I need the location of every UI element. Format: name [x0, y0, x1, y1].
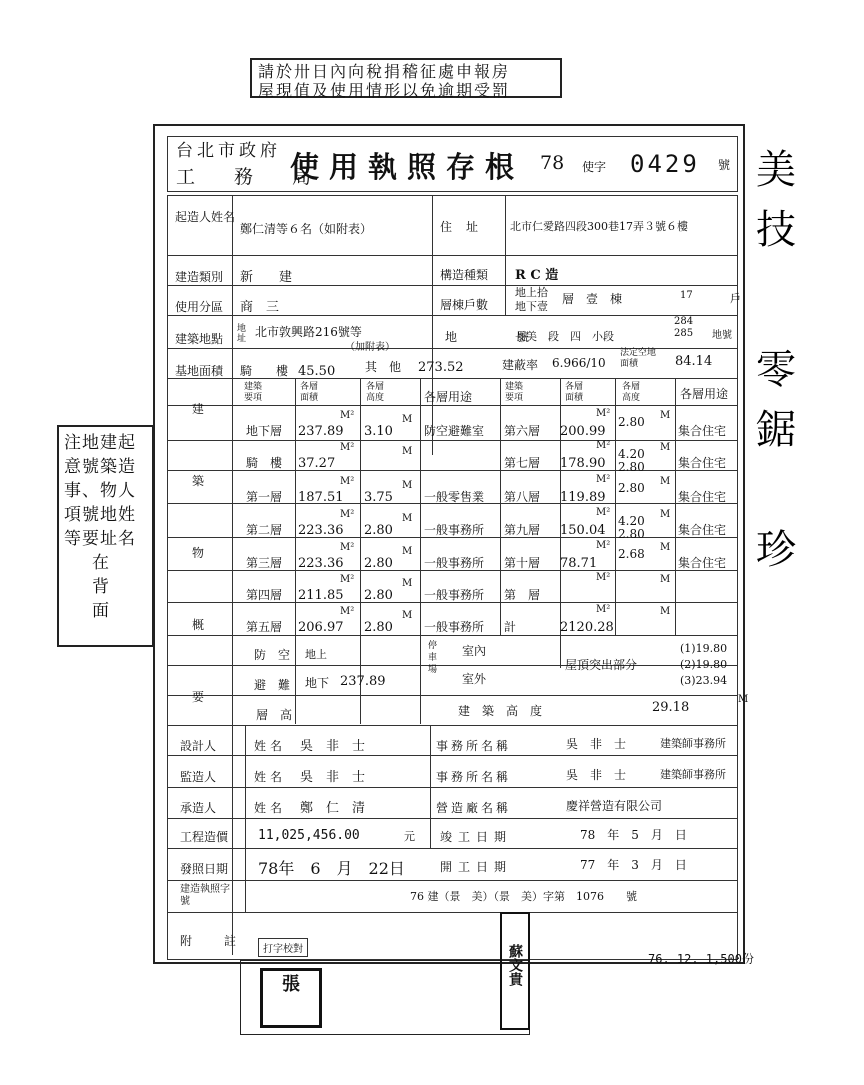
hdr-height-left: 各層高度: [366, 382, 385, 403]
coverage-value: 6.966/10: [552, 356, 606, 370]
column-divider: [295, 378, 296, 724]
permit-year: 78: [540, 152, 565, 174]
row-divider: [167, 755, 738, 756]
unit-m2: M²: [596, 540, 611, 551]
unit-m2: M²: [340, 442, 355, 453]
unit-m: M: [402, 480, 413, 491]
coverage-label: 建蔽率: [502, 358, 539, 372]
office-name: 吳 非 士: [566, 737, 627, 751]
unit-m: M: [660, 410, 671, 421]
officer-seal: 蘇文貴: [500, 912, 530, 1030]
floor-use-left: 一般零售業: [424, 490, 485, 504]
start-label: 開工日期: [440, 860, 513, 874]
floor-name-right: 第九層: [504, 523, 541, 537]
floor-area-right: 78.71: [560, 556, 598, 571]
floor-name-left: 第五層: [246, 620, 283, 634]
column-divider: [232, 195, 233, 955]
floor-height-left: 3.10: [364, 424, 393, 439]
unit-m2: M²: [596, 474, 611, 485]
unit-m2: M²: [596, 572, 611, 583]
site-prefix: 地址: [237, 324, 247, 344]
agency-name: 台北市政府: [176, 141, 281, 161]
remarks-label: 附 註: [180, 934, 247, 948]
floor-use-right: 集合住宅: [678, 556, 727, 570]
floor-name-left: 第三層: [246, 556, 283, 570]
legal-label: 法定空地面積: [620, 348, 657, 369]
building-height-unit: M: [738, 694, 749, 705]
role-label: 監造人: [180, 770, 217, 784]
official-seal: 張: [260, 968, 322, 1028]
permit-number: 0429: [630, 150, 700, 178]
hdr-name-right: 建築要項: [505, 382, 524, 403]
structure-value: R C 造: [515, 268, 559, 283]
unit-m2: M²: [340, 509, 355, 520]
notice-stamp: [250, 58, 562, 98]
unit-m: M: [402, 513, 413, 524]
site-note: （加附表）: [345, 342, 395, 353]
column-divider: [432, 195, 433, 455]
hdr-area-right: 各層面積: [565, 382, 584, 403]
shelter-below-value: 237.89: [340, 674, 386, 689]
floor-use-left: 防空避難室: [424, 424, 485, 438]
row-divider: [167, 635, 738, 636]
column-divider: [420, 378, 421, 724]
floor-height-left: 2.80: [364, 523, 393, 538]
office-name: 慶祥營造有限公司: [566, 799, 663, 813]
typist-label: 打字校對: [258, 938, 308, 957]
layer-height-label: 層 高: [256, 708, 293, 722]
arcade-label: 騎 樓: [240, 364, 289, 378]
office-suffix: 建築師事務所: [660, 768, 726, 781]
complete-label: 竣工日期: [440, 830, 513, 844]
unit-m: M: [402, 446, 413, 457]
side-note: 注地建起 意號築造 事、物人 項號地姓 等要址名 在 背 面: [57, 425, 154, 647]
unit-m: M: [660, 574, 671, 585]
floor-name-left: 騎 樓: [246, 456, 283, 470]
unit-m2: M²: [596, 408, 611, 419]
hdr-name-left: 建築要項: [244, 382, 263, 403]
parking-outdoor: 室外: [462, 672, 487, 686]
unit-m: M: [402, 546, 413, 557]
unit-m: M: [660, 542, 671, 553]
floor-area-left: 237.89: [298, 424, 344, 439]
shelter-label-1: 防 空: [254, 648, 291, 662]
floor-name-right: 計: [504, 620, 517, 634]
floor-name-right: 第八層: [504, 490, 541, 504]
issue-label: 發照日期: [180, 862, 229, 876]
row-divider: [167, 255, 738, 256]
floor-height-left: 2.80: [364, 588, 393, 603]
floor-use-left: 一般事務所: [424, 523, 485, 537]
office-label: 事務所名稱: [436, 739, 512, 753]
floor-name-left: 地下層: [246, 424, 283, 438]
name-label: 姓名: [254, 739, 287, 753]
floors-down: 地下壹: [515, 300, 548, 313]
floor-height-right: 4.20 2.80: [618, 447, 645, 474]
floor-use-right: 集合住宅: [678, 490, 727, 504]
column-divider: [500, 378, 501, 635]
floor-name-left: 第四層: [246, 588, 283, 602]
households-unit: 戶: [730, 292, 741, 305]
start-value: 77 年 3 月 日: [580, 858, 687, 872]
person-name: 吳 非 士: [300, 739, 366, 754]
floor-height-right: 2.68: [618, 547, 645, 561]
lot-suffix: 地號: [712, 330, 732, 341]
shelter-label-2: 避 難: [254, 678, 291, 692]
bureau-name: 工 務 局: [176, 166, 322, 188]
row-divider: [167, 818, 738, 819]
row-divider: [167, 665, 738, 666]
hdr-height-right: 各層高度: [622, 382, 641, 403]
row-divider: [167, 405, 738, 406]
structure-label: 構造種類: [440, 268, 489, 282]
building-type-label: 建造類別: [175, 270, 224, 284]
shelter-above: 地上: [305, 648, 327, 661]
floor-area-right: 178.90: [560, 456, 606, 471]
notice-line-1: 請於卅日內向稅捐稽征處申報房: [258, 62, 511, 81]
floors-up: 地上拾: [515, 286, 548, 299]
column-divider: [245, 725, 246, 912]
floor-area-left: 223.36: [298, 556, 344, 571]
floor-height-right: 2.80: [618, 415, 645, 429]
unit-m2: M²: [596, 604, 611, 615]
cost-value: 11,025,456.00: [258, 828, 360, 843]
section-vertical-label: 物: [192, 546, 205, 560]
permit-label: 建造執照字號: [180, 884, 230, 907]
floors-label: 層棟戶數: [440, 298, 489, 312]
cost-label: 工程造價: [180, 830, 229, 844]
name-label: 姓名: [254, 770, 287, 784]
permit-word: 使字: [582, 160, 607, 174]
office-label: 事務所名稱: [436, 770, 512, 784]
floor-area-right: 2120.28: [560, 620, 614, 635]
document-title: 使用執照存根: [290, 150, 525, 184]
row-divider: [167, 725, 738, 726]
floor-name-right: 第十層: [504, 556, 541, 570]
office-label: 營造廠名稱: [436, 801, 512, 815]
hdr-area-left: 各層面積: [300, 382, 319, 403]
row-divider: [167, 315, 738, 316]
office-name: 吳 非 士: [566, 768, 627, 782]
hdr-use-right: 各層用途: [680, 387, 729, 401]
row-divider: [167, 912, 738, 913]
lot-value: 長美 段 四 小段: [515, 330, 614, 343]
legal-value: 84.14: [675, 354, 713, 369]
role-label: 設計人: [180, 739, 217, 753]
handwritten-annotation: 美 技 零 鋸 珍: [756, 147, 796, 573]
floor-use-right: 集合住宅: [678, 523, 727, 537]
section-vertical-label: 概: [192, 618, 205, 632]
site-label: 建築地點: [175, 332, 224, 346]
floor-area-left: 187.51: [298, 490, 344, 505]
cost-unit: 元: [404, 830, 415, 843]
unit-m: M: [402, 414, 413, 425]
unit-m2: M²: [340, 476, 355, 487]
households: 17: [680, 290, 693, 301]
office-suffix: 建築師事務所: [660, 737, 726, 750]
column-divider: [615, 378, 616, 635]
roof-val-2: (2)19.80: [680, 658, 728, 671]
unit-m2: M²: [596, 507, 611, 518]
building-type-value: 新 建: [240, 270, 293, 285]
unit-m: M: [660, 606, 671, 617]
person-name: 吳 非 士: [300, 770, 366, 785]
roof-label: 屋頂突出部分: [565, 658, 638, 672]
role-label: 承造人: [180, 801, 217, 815]
applicant-label: 起造人姓名: [175, 210, 236, 224]
row-divider: [167, 285, 738, 286]
arcade-value: 45.50: [298, 364, 336, 379]
section-vertical-label: 築: [192, 474, 205, 488]
unit-m2: M²: [340, 574, 355, 585]
row-divider: [167, 880, 738, 881]
print-count: 76. 12. 1,500份: [648, 952, 754, 966]
name-label: 姓名: [254, 801, 287, 815]
floor-area-right: 200.99: [560, 424, 606, 439]
floor-name-right: 第七層: [504, 456, 541, 470]
floor-use-left: 一般事務所: [424, 588, 485, 602]
person-name: 鄭 仁 清: [300, 801, 366, 816]
floor-area-right: 119.89: [560, 490, 606, 505]
floor-area-left: 37.27: [298, 456, 336, 471]
complete-value: 78 年 5 月 日: [580, 828, 687, 842]
floor-name-right: 第六層: [504, 424, 541, 438]
other-value: 273.52: [418, 360, 464, 375]
floor-height-left: 2.80: [364, 620, 393, 635]
floor-area-left: 223.36: [298, 523, 344, 538]
floor-height-left: 2.80: [364, 556, 393, 571]
issue-value: 78年 6 月 22日: [258, 859, 405, 878]
unit-m: M: [660, 476, 671, 487]
unit-m: M: [660, 509, 671, 520]
floor-name-right: 第 層: [504, 588, 541, 602]
unit-m2: M²: [340, 606, 355, 617]
row-divider: [167, 787, 738, 788]
floor-name-left: 第二層: [246, 523, 283, 537]
unit-m: M: [402, 610, 413, 621]
column-divider: [675, 378, 676, 635]
lot-numbers: 284 285: [674, 316, 694, 339]
other-label: 其 他: [365, 360, 402, 374]
unit-m: M: [660, 442, 671, 453]
notice-line-2: 屋現值及使用情形以免逾期受罰: [258, 81, 511, 100]
zoning-value: 商 三: [240, 300, 280, 315]
floor-height-right: 2.80: [618, 481, 645, 495]
roof-val-3: (3)23.94: [680, 674, 728, 687]
lot-label: 地 號: [445, 330, 542, 344]
parking-indoor: 室內: [462, 644, 487, 658]
floor-area-right: 150.04: [560, 523, 606, 538]
floor-height-right: 4.20 2.80: [618, 514, 645, 541]
shelter-below: 地下: [305, 676, 330, 690]
floors-mid: 層 壹 棟: [562, 292, 623, 306]
section-vertical-label: 建: [192, 402, 205, 416]
site-value: 北市敦興路216號等: [255, 325, 362, 339]
column-divider: [505, 195, 506, 315]
unit-m2: M²: [596, 440, 611, 451]
zoning-label: 使用分區: [175, 300, 224, 314]
floor-use-right: 集合住宅: [678, 424, 727, 438]
column-divider: [360, 378, 361, 724]
unit-m: M: [402, 578, 413, 589]
floor-area-left: 206.97: [298, 620, 344, 635]
permit-hao: 號: [718, 158, 731, 172]
building-height-value: 29.18: [652, 700, 690, 715]
floor-height-left: 3.75: [364, 490, 393, 505]
floor-use-right: 集合住宅: [678, 456, 727, 470]
address-label: 住址: [440, 220, 493, 234]
column-divider: [430, 725, 431, 848]
row-divider: [167, 848, 738, 849]
unit-m2: M²: [340, 410, 355, 421]
floor-name-left: 第一層: [246, 490, 283, 504]
parking-label: 停車場: [428, 641, 438, 675]
building-height-label: 建 築 高 度: [458, 704, 543, 718]
floor-use-left: 一般事務所: [424, 556, 485, 570]
row-divider: [167, 695, 738, 696]
permit-value: 76 建（景 美）（景 美）字第 1076 號: [410, 890, 637, 903]
section-vertical-label: 要: [192, 690, 205, 704]
roof-val-1: (1)19.80: [680, 642, 728, 655]
unit-m2: M²: [340, 542, 355, 553]
floor-use-left: 一般事務所: [424, 620, 485, 634]
address-value: 北市仁愛路四段300巷17弄３號６樓: [510, 220, 688, 233]
floor-area-left: 211.85: [298, 588, 344, 603]
applicant-value: 鄭仁清等６名（如附表）: [240, 222, 373, 236]
row-divider: [167, 440, 738, 441]
hdr-use-left: 各層用途: [424, 390, 473, 404]
area-label: 基地面積: [175, 364, 224, 378]
